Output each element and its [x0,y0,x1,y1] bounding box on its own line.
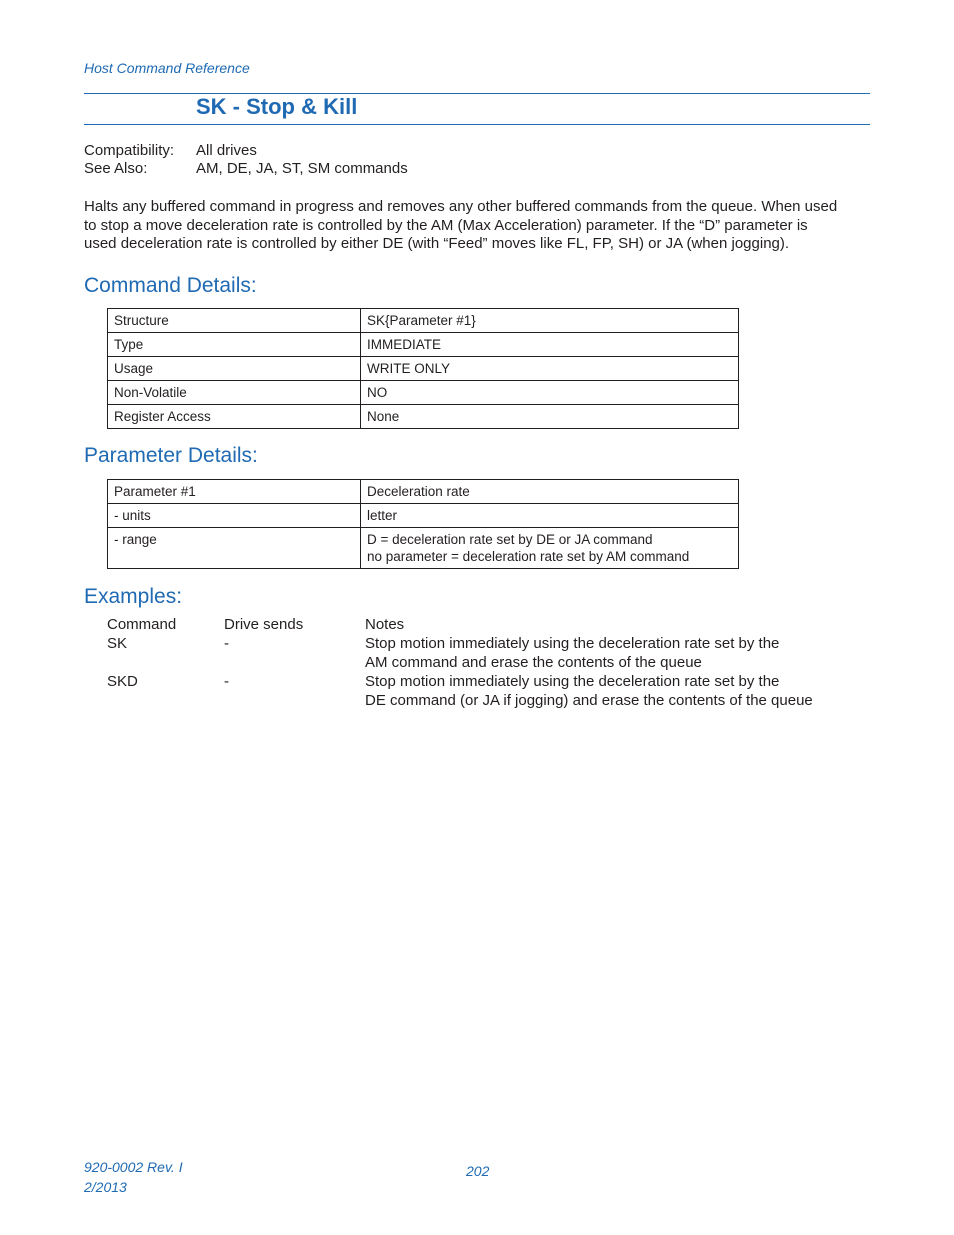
table-cell-label: Parameter #1 [108,480,361,504]
example-command: SKD [107,673,138,690]
table-row [108,357,739,381]
table-row [108,381,739,405]
parameter-details-heading: Parameter Details: [84,444,258,467]
example-notes-line: AM command and erase the contents of the queue [365,654,702,671]
description-line: to stop a move deceleration rate is controlled by the AM (Max Acceleration) parameter. If the “D” parameter is [84,216,808,234]
table-cell-value: Deceleration rate [361,480,739,504]
table-row [108,504,739,528]
parameter-details-table [107,479,739,569]
table-row [108,405,739,429]
example-notes-line: Stop motion immediately using the deceleration rate set by the [365,635,780,652]
examples-col-notes: Notes [365,616,405,633]
range-value-line: D = deceleration rate set by DE or JA command [367,532,653,547]
description-line: used deceleration rate is controlled by either DE (with “Feed” moves like FL, FP, SH) or JA (when jogging). [84,235,790,252]
table-cell-label: Structure [108,309,361,333]
example-notes-line: Stop motion immediately using the deceleration rate set by the [365,673,780,690]
table-row [108,333,739,357]
title-bottom-rule [84,124,870,125]
table-cell-label: - range [108,528,361,569]
running-head: Host Command Reference [84,60,250,76]
compatibility-label: Compatibility: [84,142,175,159]
command-details-heading: Command Details: [84,274,257,297]
table-row [108,309,739,333]
table-cell-value [361,528,739,569]
example-drive-sends: - [224,673,229,690]
examples-heading: Examples: [84,585,183,608]
see-also-label: See Also: [84,160,148,177]
table-cell-label: Non-Volatile [108,381,361,405]
command-title: SK - Stop & Kill [196,94,358,119]
example-command: SK [107,635,128,652]
table-row [108,528,739,569]
footer-doc-number: 920-0002 Rev. I [84,1159,183,1175]
command-details-table [107,308,739,429]
table-cell-value: NO [361,381,739,405]
page-number: 202 [466,1163,490,1179]
compatibility-value: All drives [196,142,257,159]
table-cell-label: - units [108,504,361,528]
description-line: Halts any buffered command in progress and removes any other buffered commands from the queue. When used [84,198,838,215]
example-notes-line: DE command (or JA if jogging) and erase the contents of the queue [365,692,813,709]
table-cell-label: Register Access [108,405,361,429]
examples-col-command: Command [107,616,177,633]
table-cell-value: None [361,405,739,429]
table-cell-label: Type [108,333,361,357]
examples-col-drive-sends: Drive sends [224,616,304,633]
example-drive-sends: - [224,635,229,652]
table-cell-value: letter [361,504,739,528]
footer-doc-info [84,1157,183,1197]
table-cell-label: Usage [108,357,361,381]
table-row [108,480,739,504]
description [84,198,874,254]
table-cell-value: WRITE ONLY [361,357,739,381]
example-notes [365,634,779,672]
table-cell-value: SK{Parameter #1} [361,309,739,333]
example-notes [365,672,813,710]
see-also-value: AM, DE, JA, ST, SM commands [196,160,408,177]
footer-date: 2/2013 [84,1179,127,1195]
table-cell-value: IMMEDIATE [361,333,739,357]
range-value-line: no parameter = deceleration rate set by AM command [367,549,690,564]
